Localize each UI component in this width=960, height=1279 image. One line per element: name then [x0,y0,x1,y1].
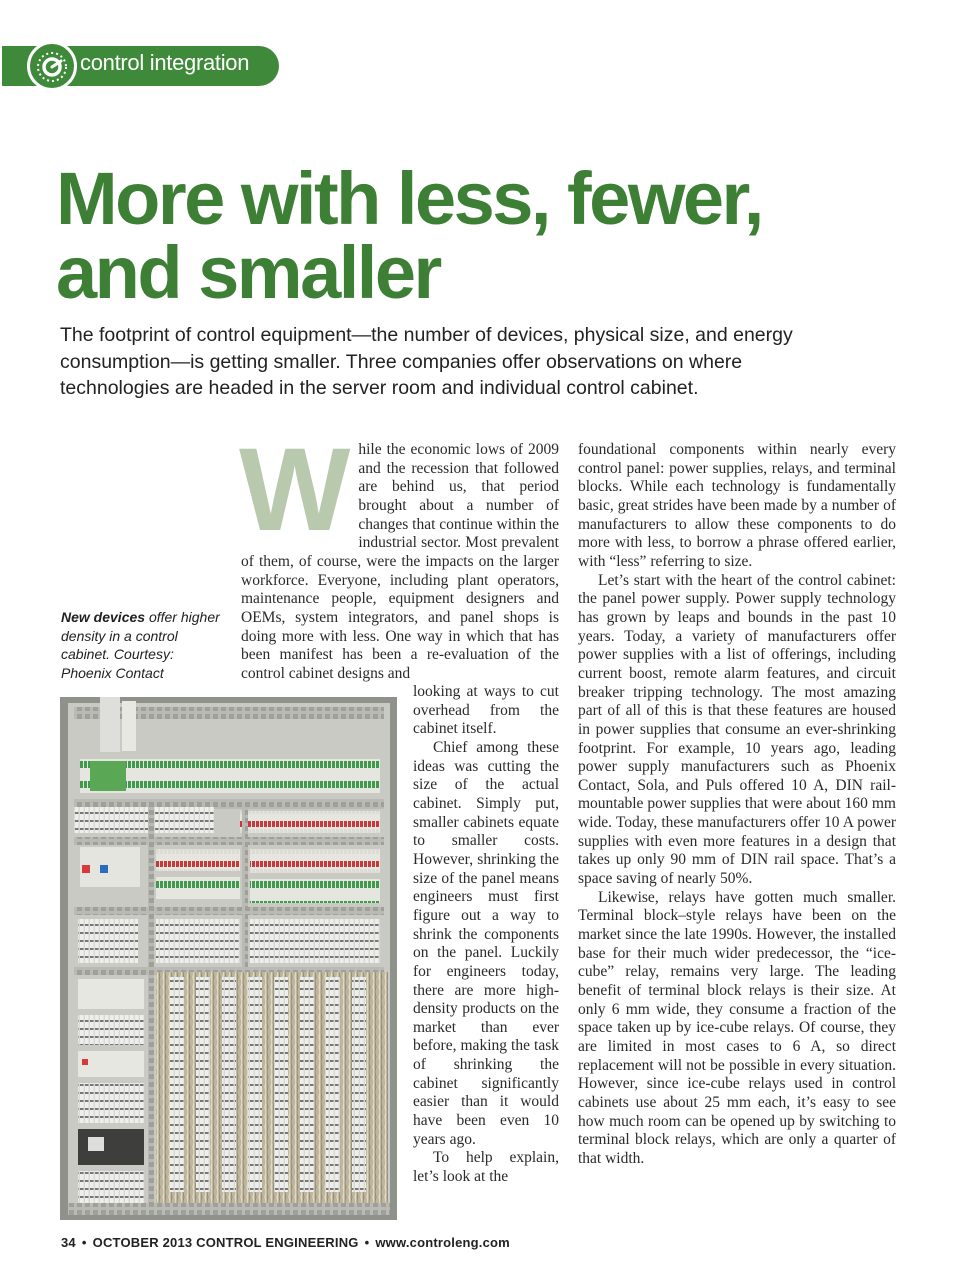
body-column-2 [578,441,896,1169]
body-column-1-upper [239,424,559,684]
footer-url: www.controleng.com [375,1235,510,1250]
headline-line-1: More with less, fewer, [56,157,762,240]
body-paragraph-2: Chief among these ideas was cutting the size of the actual cabinet. Simply put, smaller cabinets equate to smaller costs. However, shrinking the size of the panel means engineers must first figure out a way to shrink the components on the panel. Luckily for engineers today, there are more high-density products on the market than ever before, making the task of shrinking the cabinet significantly easier than it would have been even 10 years ago. [413,738,559,1148]
caption-lead: New devices [61,609,146,625]
caption-text: offer higher density in a control cabinet. Courtesy: Phoenix Contact [61,609,220,681]
body-paragraph-1: hile the economic lows of 2009 and the recession that followed are behind us, that period brought about a number of changes that continue within the industrial sector. Most prevalent of them, of course, were the impacts on the larger workforce. Everyone, including plant operators, maintenance people, equipment designers and OEMs, system integrators, and panel shops is doing more with less. One way in which that has been manifest has been a re-evaluation of the control cabinet designs and [241,441,559,682]
issue-label: OCTOBER 2013 CONTROL ENGINEERING [92,1235,359,1250]
body-paragraph-1-cont: looking at ways to cut overhead from the cabinet itself. [413,683,559,738]
body-paragraph-5: Likewise, relays have gotten much smaller. Terminal block–style relays have been on the market since the late 1990s. However, the installed base for their much wider predecessor, the “ice-cube” relay, remains very large. The leading benefit of terminal block relays is their size. At only 6 mm wide, they consume a fraction of the space taken up by ice-cube relays. Of course, they are limited in most cases to 6 A, so direct replacement will not be possible in every situation. However, since ice-cube relays used in control cabinets use about 25 mm each, it’s easy to see how much room can be opened up by switching to terminal block relays, which are only a quarter of that width. [578,888,896,1167]
drop-cap: W [239,424,351,556]
body-paragraph-3: To help explain, let’s look at the [413,1149,559,1186]
article-deck: The footprint of control equipment—the number of devices, physical size, and energy consumption—is getting smaller. Three companies offer observations on where technologies are headed in the server room and individual control cabinet. [60,324,793,400]
body-paragraph-4: Let’s start with the heart of the control cabinet: the panel power supply. Power supply technology has grown by leaps and bounds in the past 10 years. Today, a variety of manufacturers offer power supplies with a list of offerings, including current boost, remote alarm features, and circuit breaker tripping technology. The most amazing part of all of this is that these features are housed in power supplies that consume an ever-shrinking footprint. For example, 10 years ago, leading power supply manufacturers such as Phoenix Contact, Sola, and Puls offered 10 A, DIN rail-mountable power supplies that were about 160 mm wide. Today, these manufacturers offer 10 A power supplies with even more features in a design that takes up only 90 mm of DIN rail space. That’s a space saving of nearly 50%. [578,571,896,888]
headline-line-2: and smaller [56,231,440,314]
body-column-1-lower [413,683,559,1187]
article-headline [56,157,762,314]
control-cabinet-photo [60,697,397,1220]
body-paragraph-3-cont: foundational components within nearly every control panel: power supplies, relays, and terminal blocks. While each technology is fundamentally basic, great strides have been made by a number of manufacturers to allow these components to do more with less, to borrow a phrase offered earlier, with “less” referring to size. [578,441,896,570]
gauge-icon [27,41,77,91]
section-tab-label: control integration [80,50,250,75]
page-footer: 34 • OCTOBER 2013 CONTROL ENGINEERING • www.controleng.com [61,1235,510,1250]
page-number: 34 [61,1235,76,1250]
photo-caption [61,608,221,682]
